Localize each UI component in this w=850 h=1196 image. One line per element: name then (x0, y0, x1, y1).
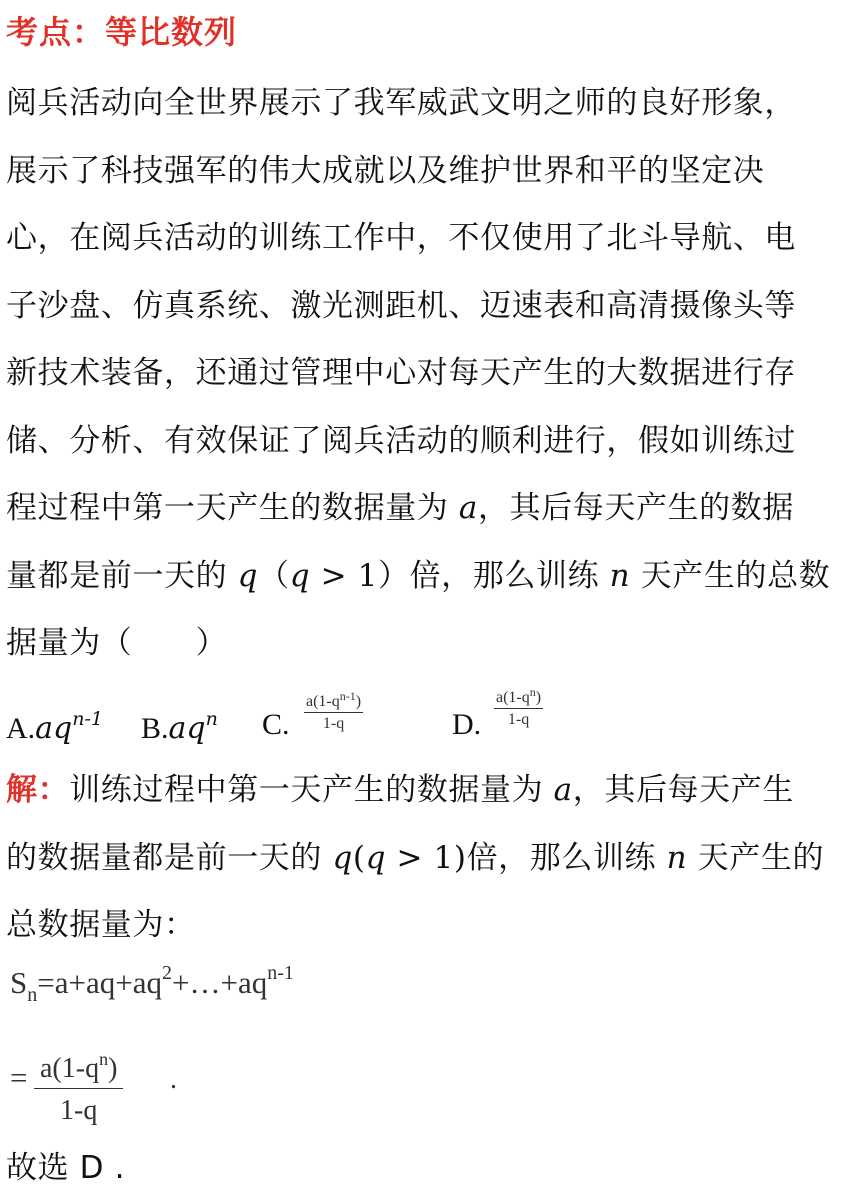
solution-line: 总数据量为： (6, 907, 196, 943)
problem-text: 程过程中第一天产生的数据量为 (6, 490, 459, 526)
problem-text: 倍，那么训练 (409, 557, 610, 594)
problem-statement (6, 70, 846, 678)
fraction-numerator: $a(1-q^n)$ (494, 682, 543, 709)
solution-text: 的数据量都是前一天的 (6, 839, 333, 876)
solution-label: 解： (6, 772, 70, 808)
problem-line: 据量为（ ） (6, 625, 228, 661)
variable-q: q (332, 839, 353, 876)
option-b-expr: aq (168, 711, 206, 746)
paren: ( (352, 839, 366, 876)
option-a-exponent: n-1 (72, 708, 104, 730)
problem-line: 心，在阅兵活动的训练工作中，不仅使用了北斗导航、电 (6, 220, 796, 256)
option-d-fraction (494, 682, 543, 731)
solution-text: 倍，那么训练 (466, 839, 667, 876)
solution-text: 天产生的 (687, 839, 825, 876)
fraction-denominator: 1-q (60, 1095, 98, 1126)
option-b-exponent: n (205, 708, 218, 730)
variable-q: q (289, 557, 311, 594)
problem-text: 天产生的总数 (630, 557, 831, 594)
formula-period: . (170, 1064, 177, 1095)
option-c-fraction (304, 686, 363, 735)
problem-text: （ (258, 557, 290, 594)
answer-conclusion: 故选 D . (6, 1150, 126, 1186)
problem-text: 量都是前一天的 (6, 557, 238, 594)
option-a-expr: aq (35, 711, 73, 746)
variable-a: a (553, 772, 573, 808)
option-d-label: D. (452, 708, 482, 741)
solution (6, 757, 846, 960)
solution-text: 训练过程中第一天产生的数据量为 (69, 772, 554, 808)
variable-a: a (458, 490, 478, 526)
equals-sign: = (10, 1060, 28, 1095)
option-b-label: B. (141, 712, 169, 745)
sum-formula: $S_n=a+aq+aq^2+\dots+aq^{n-1}$ (10, 962, 294, 1006)
problem-line (6, 475, 846, 543)
condition-text: > 1） (310, 557, 410, 594)
variable-n: n (609, 557, 631, 594)
fraction-numerator: $a(1-q^n)$ (34, 1040, 123, 1089)
problem-line (6, 543, 846, 611)
problem-line: 展示了科技强军的伟大成就以及维护世界和平的坚定决 (6, 152, 765, 189)
solution-line (6, 825, 846, 893)
condition-text: > 1) (386, 839, 467, 876)
variable-q: q (365, 839, 387, 876)
problem-text: ，其后每天产生的数据 (477, 490, 794, 526)
solution-line (6, 757, 846, 825)
option-a-label: A. (6, 712, 36, 745)
option-a (6, 708, 103, 746)
option-b (141, 708, 218, 746)
topic-heading: 考点：等比数列 (6, 13, 238, 51)
fraction-denominator: 1-q (322, 715, 345, 732)
fraction-numerator: $a(1-q^{n-1})$ (304, 686, 363, 713)
problem-line: 子沙盘、仿真系统、激光测距机、迈速表和高清摄像头等 (6, 287, 796, 324)
variable-n: n (666, 839, 688, 876)
answer-options (6, 685, 846, 760)
problem-line: 储、分析、有效保证了阅兵活动的顺利进行，假如训练过 (6, 422, 796, 459)
variable-q: q (237, 557, 259, 594)
fraction-denominator: 1-q (507, 711, 530, 728)
option-c-label: C. (262, 708, 290, 741)
formula-fraction (34, 1040, 123, 1133)
closed-form-formula (10, 1040, 210, 1130)
solution-text: ，其后每天产生 (572, 772, 794, 808)
problem-line: 阅兵活动向全世界展示了我军威武文明之师的良好形象， (6, 85, 796, 121)
problem-line: 新技术装备，还通过管理中心对每天产生的大数据进行存 (6, 355, 796, 391)
